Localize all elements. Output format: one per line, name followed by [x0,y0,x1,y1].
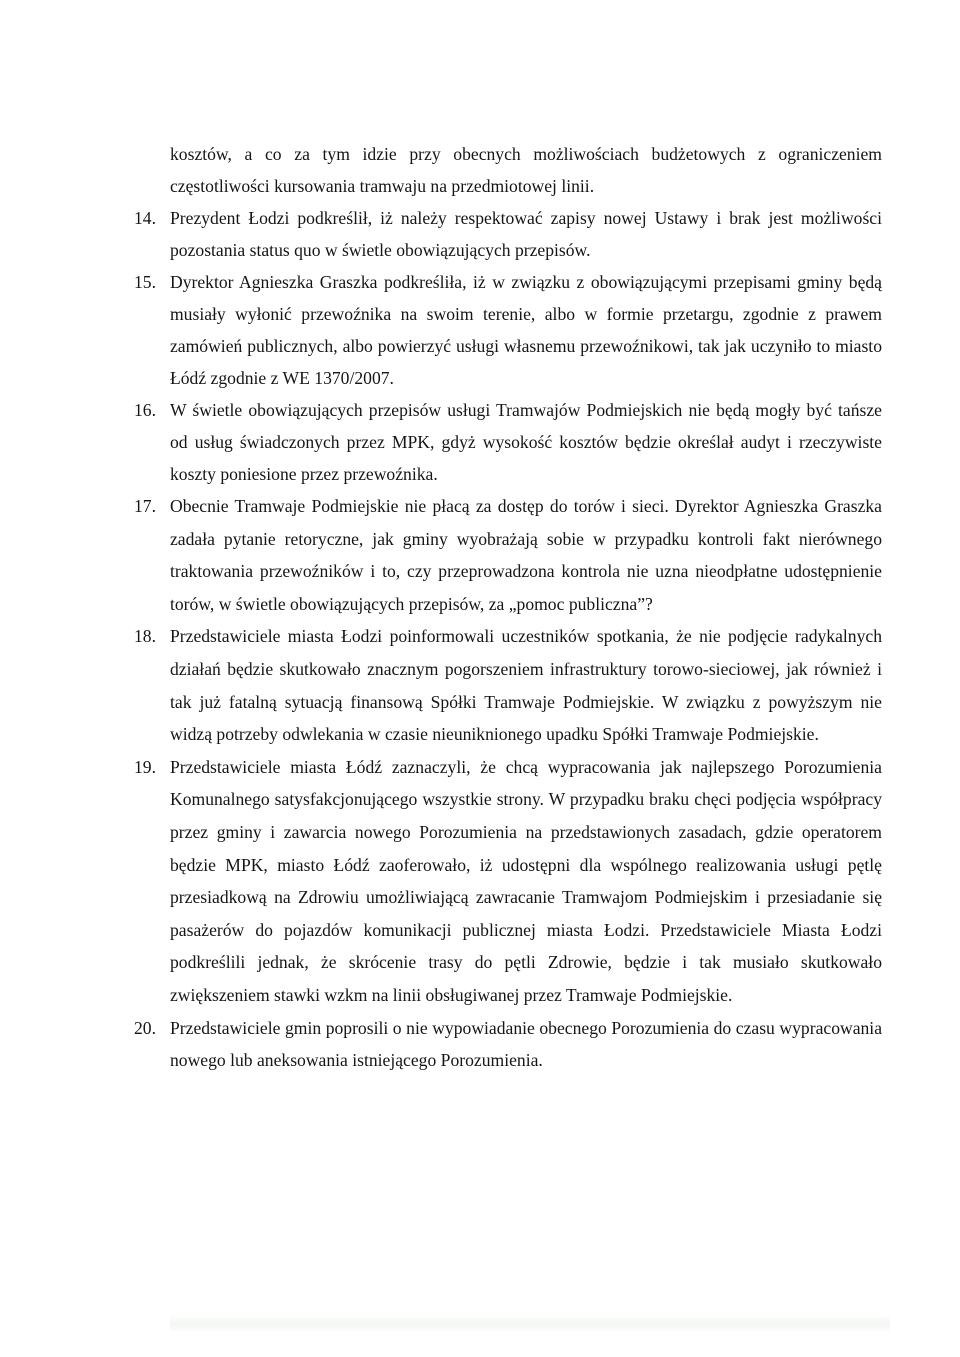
item-number: 14. [134,208,156,228]
item-number: 19. [134,756,156,777]
list-item-15 [134,266,882,394]
item-number: 20. [134,1017,156,1038]
intro-paragraph: kosztów, a co za tym idzie przy obecnych możliwościach budżetowych z ograniczeniem częstotliwości kursowania tramwaju na przedmiotowej linii. [170,144,882,196]
item-number: 15. [134,272,156,292]
item-text: Obecnie Tramwaje Podmiejskie nie płacą za dostęp do torów i sieci. Dyrektor Agnieszka Graszka zadała pytanie retoryczne, jak gminy wyobrażają sobie w przypadku kontroli fakt nierównego traktowania przewoźników i to, czy przeprowadzona kontrola nie uzna nieodpłatne udostępnienie torów, w świetle obowiązujących przepisów, za „pomoc publiczna”? [170,496,882,614]
list-item-17 [134,490,882,620]
item-number: 16. [134,400,156,420]
list-item-16 [134,394,882,490]
item-text: Przedstawiciele miasta Łodzi poinformowali uczestników spotkania, że nie podjęcie radykalnych działań będzie skutkowało znacznym pogorszeniem infrastruktury torowo-sieciowej, jak również i tak już fatalną sytuacją finansową Spółki Tramwaje Podmiejskie. W związku z powyższym nie widzą potrzeby odwlekania w czasie nieuniknionego upadku Spółki Tramwaje Podmiejskie. [170,626,882,745]
list-item-14 [134,202,882,266]
item-text: Dyrektor Agnieszka Graszka podkreśliła, iż w związku z obowiązującymi przepisami gminy będą musiały wyłonić przewoźnika na swoim terenie, albo w formie przetargu, zgodnie z prawem zamówień publicznych, albo powierzyć usługi własnemu przewoźnikowi, tak jak uczyniło to miasto Łódź zgodnie z WE 1370/2007. [170,272,882,388]
item-number: 17. [134,496,156,516]
document-body [134,138,882,1077]
item-text: Przedstawiciele gmin poprosili o nie wypowiadanie obecnego Porozumienia do czasu wypracowania nowego lub aneksowania istniejącego Porozumienia. [170,1017,882,1071]
scan-artifact [170,1315,890,1333]
item-text: W świetle obowiązujących przepisów usługi Tramwajów Podmiejskich nie będą mogły być tańsze od usług świadczonych przez MPK, gdyż wysokość kosztów będzie określał audyt i rzeczywiste koszty poniesione przez przewoźnika. [170,400,882,484]
list-item-19 [134,751,882,1012]
item-text: Prezydent Łodzi podkreślił, iż należy respektować zapisy nowej Ustawy i brak jest możliwości pozostania status quo w świetle obowiązujących przepisów. [170,208,882,260]
list-item-20 [134,1012,882,1077]
item-text: Przedstawiciele miasta Łódź zaznaczyli, że chcą wypracowania jak najlepszego Porozumienia Komunalnego satysfakcjonującego wszystkie strony. W przypadku braku chęci podjęcia współpracy przez gminy i zawarcia nowego Porozumienia na przedstawionych zasadach, gdzie operatorem będzie MPK, miasto Łódź zaoferowało, iż udostępni dla wspólnego realizowania usługi pętlę przesiadkową na Zdrowiu umożliwiającą zawracanie Tramwajom Podmiejskim i przesiadanie się pasażerów do pojazdów komunikacji publicznej miasta Łodzi. Przedstawiciele Miasta Łodzi podkreślili jednak, że skrócenie trasy do pętli Zdrowie, będzie i tak musiało skutkowało zwiększeniem stawki wzkm na linii obsługiwanej przez Tramwaje Podmiejskie. [170,756,882,1005]
item-number: 18. [134,626,156,647]
list-item-18 [134,620,882,750]
